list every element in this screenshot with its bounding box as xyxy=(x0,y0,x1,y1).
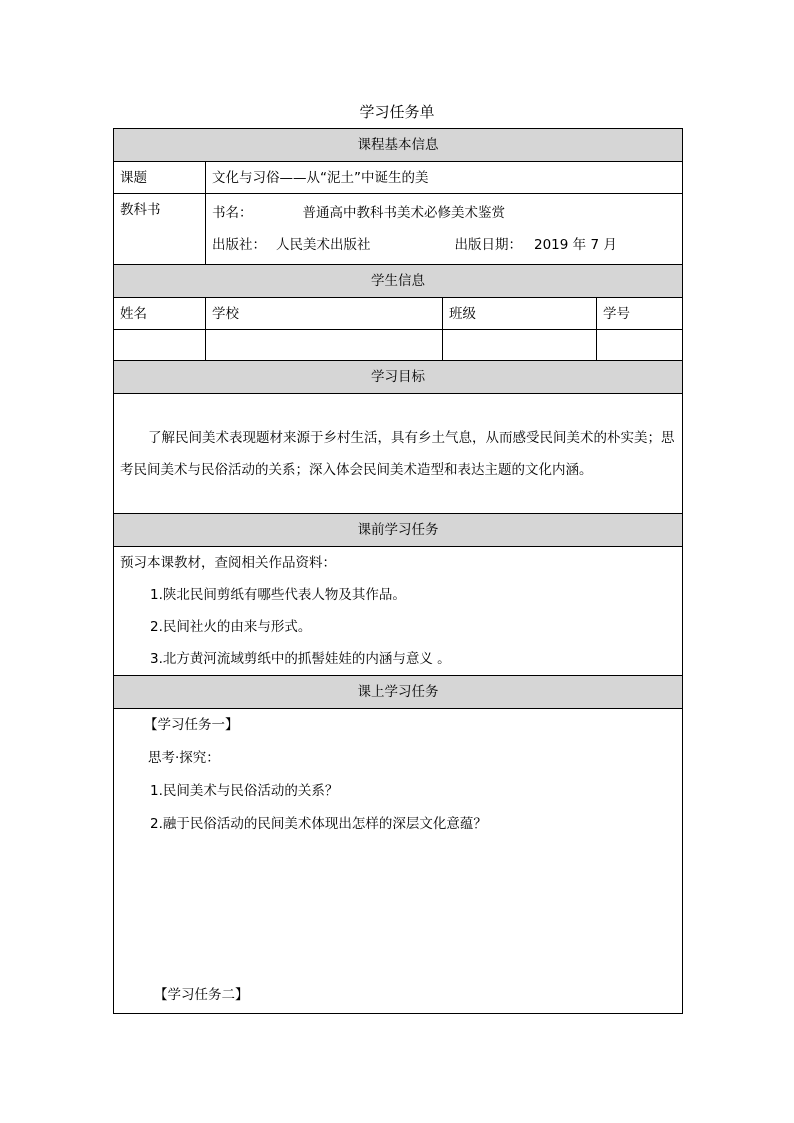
task1-subtitle: 思考·探究： xyxy=(148,750,220,766)
in-class-header: 课上学习任务 xyxy=(114,676,683,709)
school-label: 学校 xyxy=(206,298,443,330)
pre-class-row xyxy=(114,547,683,676)
student-label-row xyxy=(114,298,683,330)
task-sheet-table xyxy=(113,128,683,1014)
pre-class-item: 3.北方黄河流域剪纸中的抓髻娃娃的内涵与意义 。 xyxy=(150,651,451,667)
textbook-label: 教科书 xyxy=(114,194,206,265)
task1-item: 2.融于民俗活动的民间美术体现出怎样的深层文化意蕴？ xyxy=(150,816,487,832)
pre-class-item: 2.民间社火的由来与形式。 xyxy=(150,619,312,635)
task2-title: 【学习任务二】 xyxy=(154,987,249,1003)
book-name-value: 普通高中教科书美术必修美术鉴赏 xyxy=(302,205,505,221)
school-value-cell[interactable] xyxy=(206,330,443,361)
pre-class-cell xyxy=(114,547,683,676)
topic-value: 文化与习俗——从“泥土”中诞生的美 xyxy=(206,162,683,194)
pre-class-header: 课前学习任务 xyxy=(114,514,683,547)
student-id-label: 学号 xyxy=(597,298,683,330)
class-label: 班级 xyxy=(443,298,597,330)
book-name-label: 书名： xyxy=(212,205,253,221)
pre-class-intro: 预习本课教材，查阅相关作品资料： xyxy=(120,555,336,571)
publisher-line xyxy=(212,229,676,261)
learning-goals-text: 了解民间美术表现题材来源于乡村生活，具有乡土气息，从而感受民间美术的朴实美；思考民间美术与民俗活动的关系；深入体会民间美术造型和表达主题的文化内涵。 xyxy=(120,430,675,478)
publisher-value: 人民美术出版社 xyxy=(276,237,371,253)
in-class-row xyxy=(114,709,683,1014)
pub-date-value: 2019 年 7 月 xyxy=(534,237,617,253)
publisher-label: 出版社： xyxy=(212,237,266,253)
learning-goals-cell xyxy=(114,394,683,514)
student-value-row xyxy=(114,330,683,361)
textbook-row xyxy=(114,194,683,265)
book-name-line xyxy=(212,197,676,229)
in-class-header-row xyxy=(114,676,683,709)
task1-item: 1.民间美术与民俗活动的关系？ xyxy=(150,783,339,799)
in-class-cell xyxy=(114,709,683,1014)
task1-title: 【学习任务一】 xyxy=(144,717,239,733)
pre-class-item: 1.陕北民间剪纸有哪些代表人物及其作品。 xyxy=(150,587,406,603)
learning-goals-header-row xyxy=(114,361,683,394)
name-value-cell[interactable] xyxy=(114,330,206,361)
student-info-header-row xyxy=(114,265,683,298)
name-label: 姓名 xyxy=(114,298,206,330)
student-info-header: 学生信息 xyxy=(114,265,683,298)
textbook-details xyxy=(206,194,683,265)
learning-goals-row xyxy=(114,394,683,514)
student-id-value-cell[interactable] xyxy=(597,330,683,361)
learning-goals-header: 学习目标 xyxy=(114,361,683,394)
document-title: 学习任务单 xyxy=(359,103,435,121)
topic-row xyxy=(114,162,683,194)
pre-class-header-row xyxy=(114,514,683,547)
course-info-header: 课程基本信息 xyxy=(114,129,683,162)
course-info-header-row xyxy=(114,129,683,162)
class-value-cell[interactable] xyxy=(443,330,597,361)
pub-date-label: 出版日期： xyxy=(454,237,522,253)
topic-label: 课题 xyxy=(114,162,206,194)
